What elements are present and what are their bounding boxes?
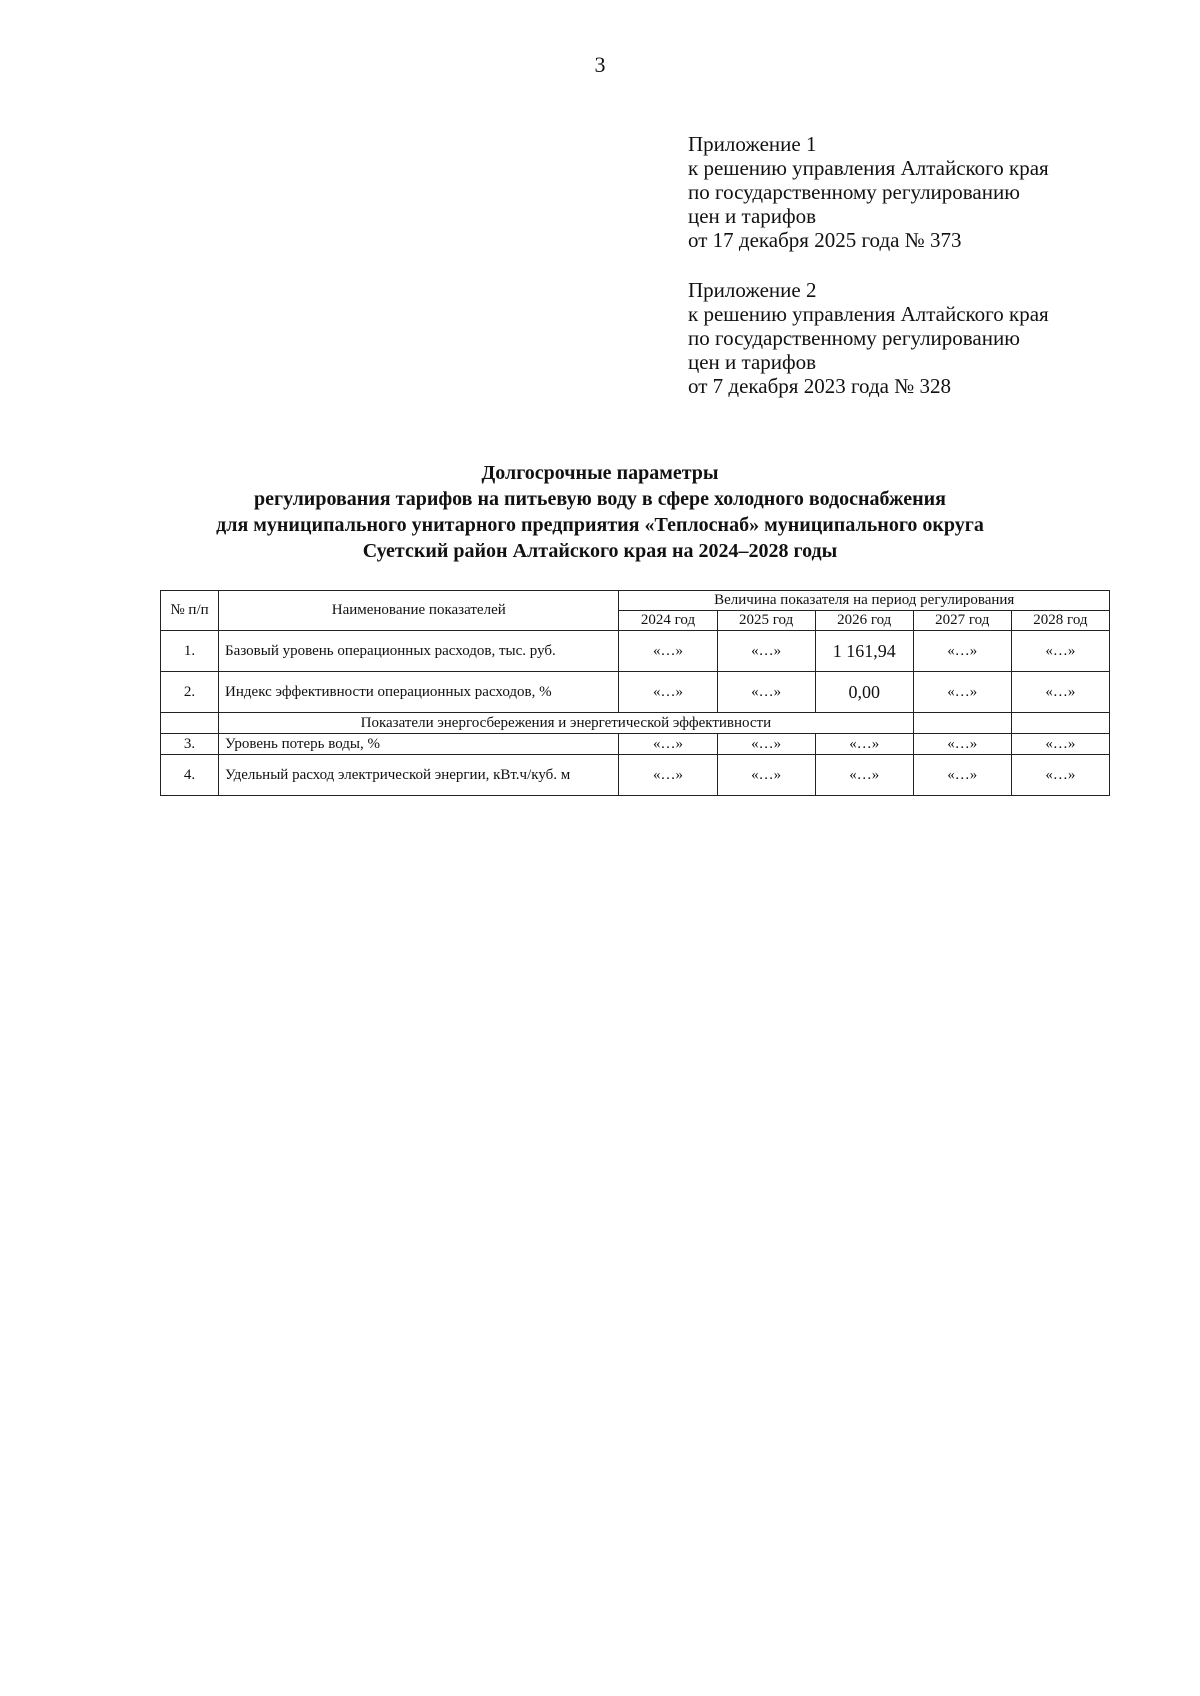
row-value-2028: «…»	[1011, 734, 1109, 755]
row-value-2026: 1 161,94	[815, 631, 913, 672]
row-value-2024: «…»	[619, 672, 717, 713]
annex-2-line-4: от 7 декабря 2023 года № 328	[688, 374, 951, 398]
section-row	[161, 713, 1110, 734]
header-year-2026: 2026 год	[815, 611, 913, 631]
row-number: 3.	[161, 734, 219, 755]
row-value-2027: «…»	[913, 631, 1011, 672]
row-value-2024: «…»	[619, 734, 717, 755]
document-title-line-4: Суетский район Алтайского края на 2024–2028 годы	[362, 540, 838, 562]
header-period-value: Величина показателя на период регулирования	[619, 591, 1110, 611]
table-row	[161, 734, 1110, 755]
annex-2-title: Приложение 2	[688, 278, 817, 302]
row-indicator-name: Уровень потерь воды, %	[219, 734, 619, 755]
document-title	[100, 460, 1100, 564]
table-row	[161, 672, 1110, 713]
document-title-line-1: Долгосрочные параметры	[481, 462, 719, 484]
row-value-2024: «…»	[619, 755, 717, 796]
row-value-2028: «…»	[1011, 672, 1109, 713]
row-number: 2.	[161, 672, 219, 713]
row-indicator-name: Индекс эффективности операционных расходов, %	[219, 672, 619, 713]
page-number: 3	[594, 52, 606, 77]
table-row	[161, 631, 1110, 672]
row-value-2027: «…»	[913, 672, 1011, 713]
row-value-2028: «…»	[1011, 755, 1109, 796]
document-title-line-2: регулирования тарифов на питьевую воду в сфере холодного водоснабжения	[254, 488, 946, 510]
annex-1-title: Приложение 1	[688, 132, 817, 156]
row-value-2028: «…»	[1011, 631, 1109, 672]
row-value-2027: «…»	[913, 734, 1011, 755]
annex-2-line-2: по государственному регулированию	[688, 326, 1020, 350]
row-number: 4.	[161, 755, 219, 796]
table-row	[161, 755, 1110, 796]
annex-1-line-1: к решению управления Алтайского края	[688, 156, 1049, 180]
row-value-2027: «…»	[913, 755, 1011, 796]
annex-1-line-4: от 17 декабря 2025 года № 373	[688, 228, 962, 252]
section-empty-cell	[913, 713, 1011, 734]
annex-2-line-3: цен и тарифов	[688, 350, 817, 374]
row-value-2026: 0,00	[815, 672, 913, 713]
row-value-2025: «…»	[717, 631, 815, 672]
row-value-2025: «…»	[717, 734, 815, 755]
row-number: 1.	[161, 631, 219, 672]
header-year-2028: 2028 год	[1011, 611, 1109, 631]
annex-2-block	[688, 278, 1168, 398]
header-indicator-name: Наименование показателей	[219, 591, 619, 631]
row-indicator-name: Удельный расход электрической энергии, кВт.ч/куб. м	[219, 755, 619, 796]
header-year-2025: 2025 год	[717, 611, 815, 631]
row-value-2024: «…»	[619, 631, 717, 672]
section-empty-cell	[1011, 713, 1109, 734]
header-year-2024: 2024 год	[619, 611, 717, 631]
section-empty-cell	[161, 713, 219, 734]
annex-2-line-1: к решению управления Алтайского края	[688, 302, 1049, 326]
row-indicator-name: Базовый уровень операционных расходов, тыс. руб.	[219, 631, 619, 672]
header-number: № п/п	[161, 591, 219, 631]
annex-1-line-2: по государственному регулированию	[688, 180, 1020, 204]
row-value-2025: «…»	[717, 755, 815, 796]
row-value-2025: «…»	[717, 672, 815, 713]
row-value-2026: «…»	[815, 734, 913, 755]
header-year-2027: 2027 год	[913, 611, 1011, 631]
parameters-table	[160, 590, 1110, 796]
document-title-line-3: для муниципального унитарного предприятия «Теплоснаб» муниципального округа	[216, 514, 984, 536]
row-value-2026: «…»	[815, 755, 913, 796]
annex-1-line-3: цен и тарифов	[688, 204, 817, 228]
section-title: Показатели энергосбережения и энергетической эффективности	[219, 713, 914, 734]
annex-1-block	[688, 132, 1168, 252]
